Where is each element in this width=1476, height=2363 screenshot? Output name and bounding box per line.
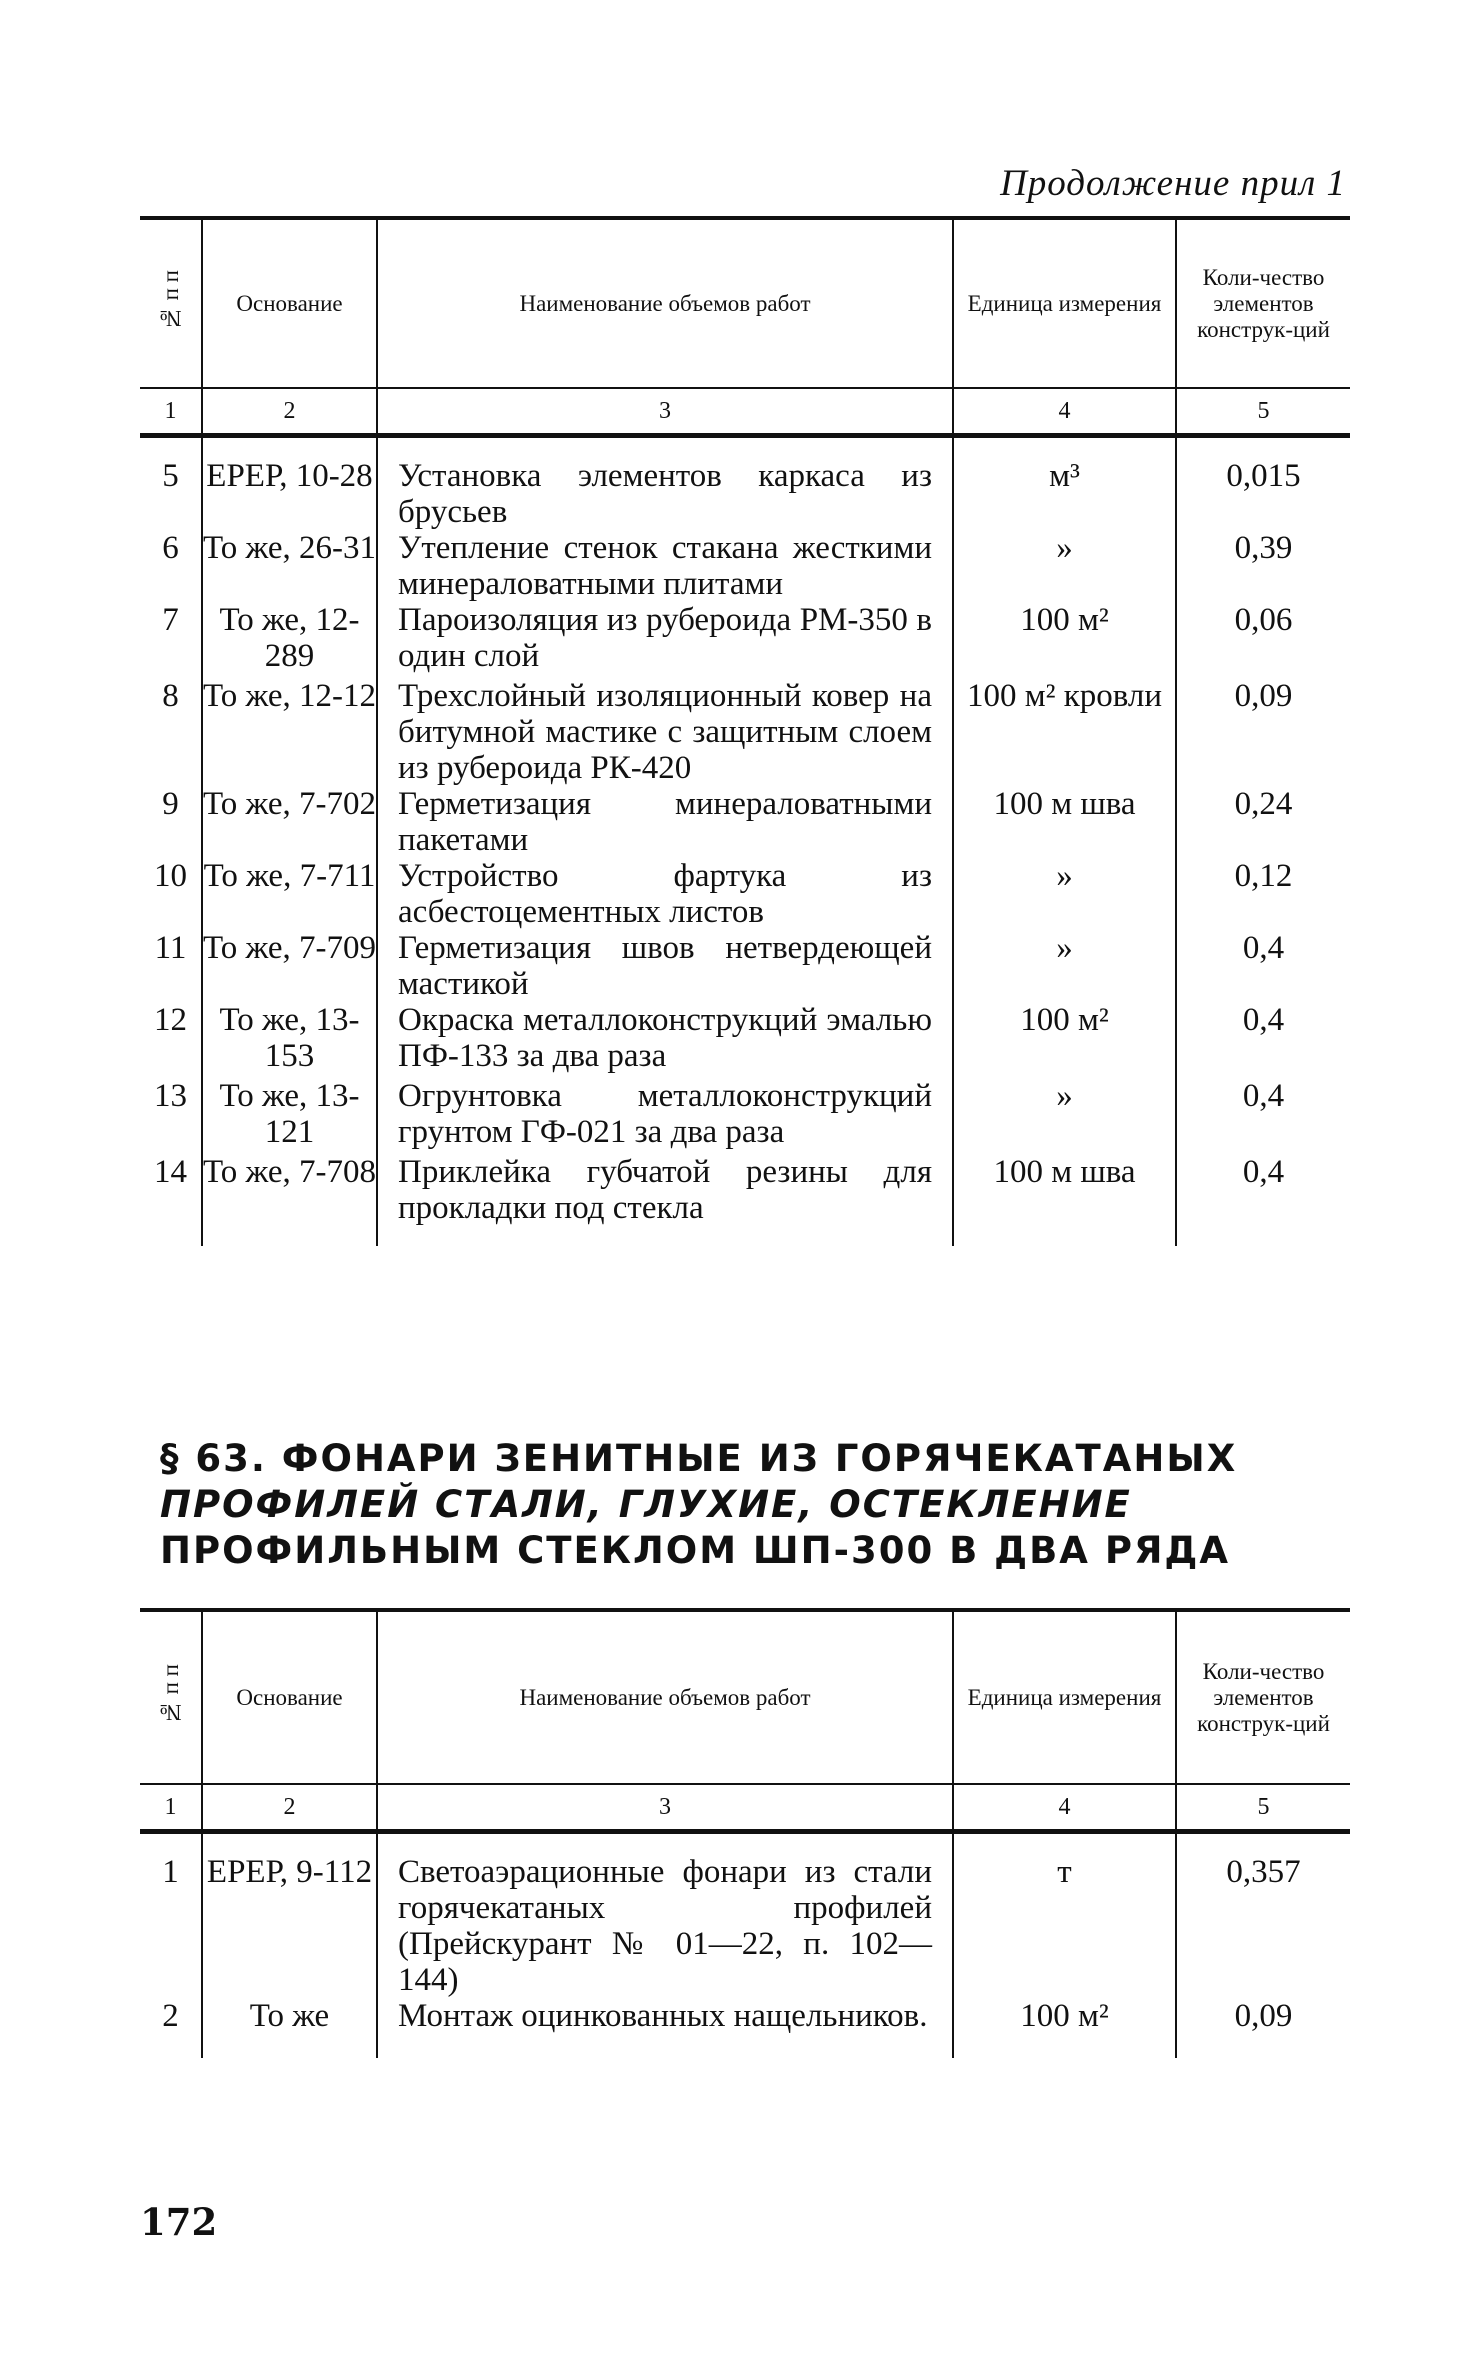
row-number: 13 <box>140 1078 202 1154</box>
col-num: 4 <box>953 1784 1176 1832</box>
table-row <box>140 458 1350 530</box>
header-basis: Основание <box>202 1612 377 1784</box>
row-work: Пароизоляция из рубероида РМ-350 в один слой <box>377 602 953 678</box>
row-qty: 0,357 <box>1226 1854 1301 1890</box>
table-row <box>140 858 1350 930</box>
row-qty: 0,06 <box>1234 602 1293 638</box>
header-work: Наименование объемов работ <box>377 1612 953 1784</box>
column-numbers <box>140 388 1350 436</box>
table-row <box>140 1854 1350 1998</box>
col-num: 3 <box>377 388 953 436</box>
header-basis: Основание <box>202 220 377 388</box>
page-caption: Продолжение прил 1 <box>1000 163 1346 204</box>
row-unit: » <box>953 1078 1176 1154</box>
row-unit: 100 м² <box>953 1998 1176 2038</box>
row-qty: 0,4 <box>1242 1002 1285 1038</box>
row-basis: То же, 13-121 <box>202 1078 377 1154</box>
header-unit: Единица измерения <box>953 1612 1176 1784</box>
row-qty: 0,09 <box>1234 1998 1293 2034</box>
row-unit: » <box>953 530 1176 602</box>
header-qty: Коли-чество элементов конструк-ций <box>1197 1658 1330 1736</box>
row-work: Трехслойный изоляционный ковер на битумной мастике с защитным слоем из рубероида РК-420 <box>377 678 953 786</box>
section-title-line: § 63. ФОНАРИ ЗЕНИТНЫЕ ИЗ ГОРЯЧЕКАТАНЫХ <box>160 1437 1238 1480</box>
row-number: 2 <box>140 1998 202 2038</box>
row-unit: т <box>953 1854 1176 1998</box>
header-number: № п п <box>157 269 183 332</box>
section-title-line: ПРОФИЛЕЙ СТАЛИ, ГЛУХИЕ, ОСТЕКЛЕНИЕ <box>160 1483 1132 1526</box>
row-basis: То же, 12-12 <box>202 678 377 786</box>
row-number: 8 <box>140 678 202 786</box>
row-basis: То же, 7-711 <box>202 858 377 930</box>
col-num: 2 <box>202 388 377 436</box>
row-qty: 0,24 <box>1234 786 1293 822</box>
col-num: 5 <box>1176 388 1350 436</box>
row-basis: То же, 13-153 <box>202 1002 377 1078</box>
table-row <box>140 786 1350 858</box>
table-row <box>140 1078 1350 1154</box>
row-work: Приклейка губчатой резины для прокладки под стекла <box>377 1154 953 1226</box>
row-number: 9 <box>140 786 202 858</box>
row-unit: 100 м² <box>953 602 1176 678</box>
row-number: 12 <box>140 1002 202 1078</box>
row-basis: То же, 12-289 <box>202 602 377 678</box>
row-qty: 0,09 <box>1234 678 1293 714</box>
row-number: 10 <box>140 858 202 930</box>
row-number: 1 <box>140 1854 202 1998</box>
works-table-2 <box>140 1608 1350 2058</box>
col-num: 1 <box>140 388 202 436</box>
row-qty: 0,12 <box>1234 858 1293 894</box>
table-row <box>140 1154 1350 1226</box>
row-work: Огрунтовка металлоконструкций грунтом ГФ-021 за два раза <box>377 1078 953 1154</box>
row-unit: 100 м² кровли <box>953 678 1176 786</box>
row-qty: 0,39 <box>1234 530 1293 566</box>
row-unit: » <box>953 858 1176 930</box>
col-num: 1 <box>140 1784 202 1832</box>
row-qty: 0,015 <box>1226 458 1301 494</box>
row-unit: 100 м² <box>953 1002 1176 1078</box>
col-num: 2 <box>202 1784 377 1832</box>
row-basis: ЕРЕР, 9-112 <box>202 1854 377 1998</box>
header-work: Наименование объемов работ <box>377 220 953 388</box>
row-basis: То же, 7-702 <box>202 786 377 858</box>
row-unit: 100 м шва <box>953 786 1176 858</box>
row-work: Герметизация швов нетвердеющей мастикой <box>377 930 953 1002</box>
table-header <box>140 220 1350 388</box>
row-work: Монтаж оцинкованных нащельников. <box>377 1998 953 2038</box>
row-work: Устройство фартука из асбестоцементных листов <box>377 858 953 930</box>
row-number: 7 <box>140 602 202 678</box>
row-basis: То же, 7-708 <box>202 1154 377 1226</box>
row-work: Утепление стенок стакана жесткими минераловатными плитами <box>377 530 953 602</box>
row-work: Установка элементов каркаса из брусьев <box>377 458 953 530</box>
row-number: 5 <box>140 458 202 530</box>
row-basis: То же, 7-709 <box>202 930 377 1002</box>
row-unit: » <box>953 930 1176 1002</box>
col-num: 3 <box>377 1784 953 1832</box>
row-number: 6 <box>140 530 202 602</box>
row-number: 14 <box>140 1154 202 1226</box>
row-unit: 100 м шва <box>953 1154 1176 1226</box>
row-basis: То же, 26-31 <box>202 530 377 602</box>
row-work: Окраска металлоконструкций эмалью ПФ-133 за два раза <box>377 1002 953 1078</box>
section-title <box>160 1436 1350 1574</box>
page-number: 172 <box>140 2200 218 2244</box>
table-row <box>140 602 1350 678</box>
table-row <box>140 1998 1350 2038</box>
table-header <box>140 1612 1350 1784</box>
row-basis: ЕРЕР, 10-28 <box>202 458 377 530</box>
table-row <box>140 530 1350 602</box>
row-work: Светоаэрационные фонари из стали горячекатаных профилей (Прейскурант № 01—22, п. 102—144) <box>377 1854 953 1998</box>
section-title-line: ПРОФИЛЬНЫМ СТЕКЛОМ ШП-300 В ДВА РЯДА <box>160 1529 1231 1572</box>
col-num: 4 <box>953 388 1176 436</box>
row-qty: 0,4 <box>1242 930 1285 966</box>
row-qty: 0,4 <box>1242 1078 1285 1114</box>
table-row <box>140 930 1350 1002</box>
header-qty: Коли-чество элементов конструк-ций <box>1197 264 1330 342</box>
row-work: Герметизация минераловатными пакетами <box>377 786 953 858</box>
works-table-1 <box>140 216 1350 1246</box>
row-unit: м³ <box>953 458 1176 530</box>
header-number: № п п <box>157 1663 183 1726</box>
column-numbers <box>140 1784 1350 1832</box>
table-row <box>140 678 1350 786</box>
header-unit: Единица измерения <box>953 220 1176 388</box>
col-num: 5 <box>1176 1784 1350 1832</box>
table-row <box>140 1002 1350 1078</box>
row-number: 11 <box>140 930 202 1002</box>
row-basis: То же <box>202 1998 377 2038</box>
row-qty: 0,4 <box>1242 1154 1285 1190</box>
